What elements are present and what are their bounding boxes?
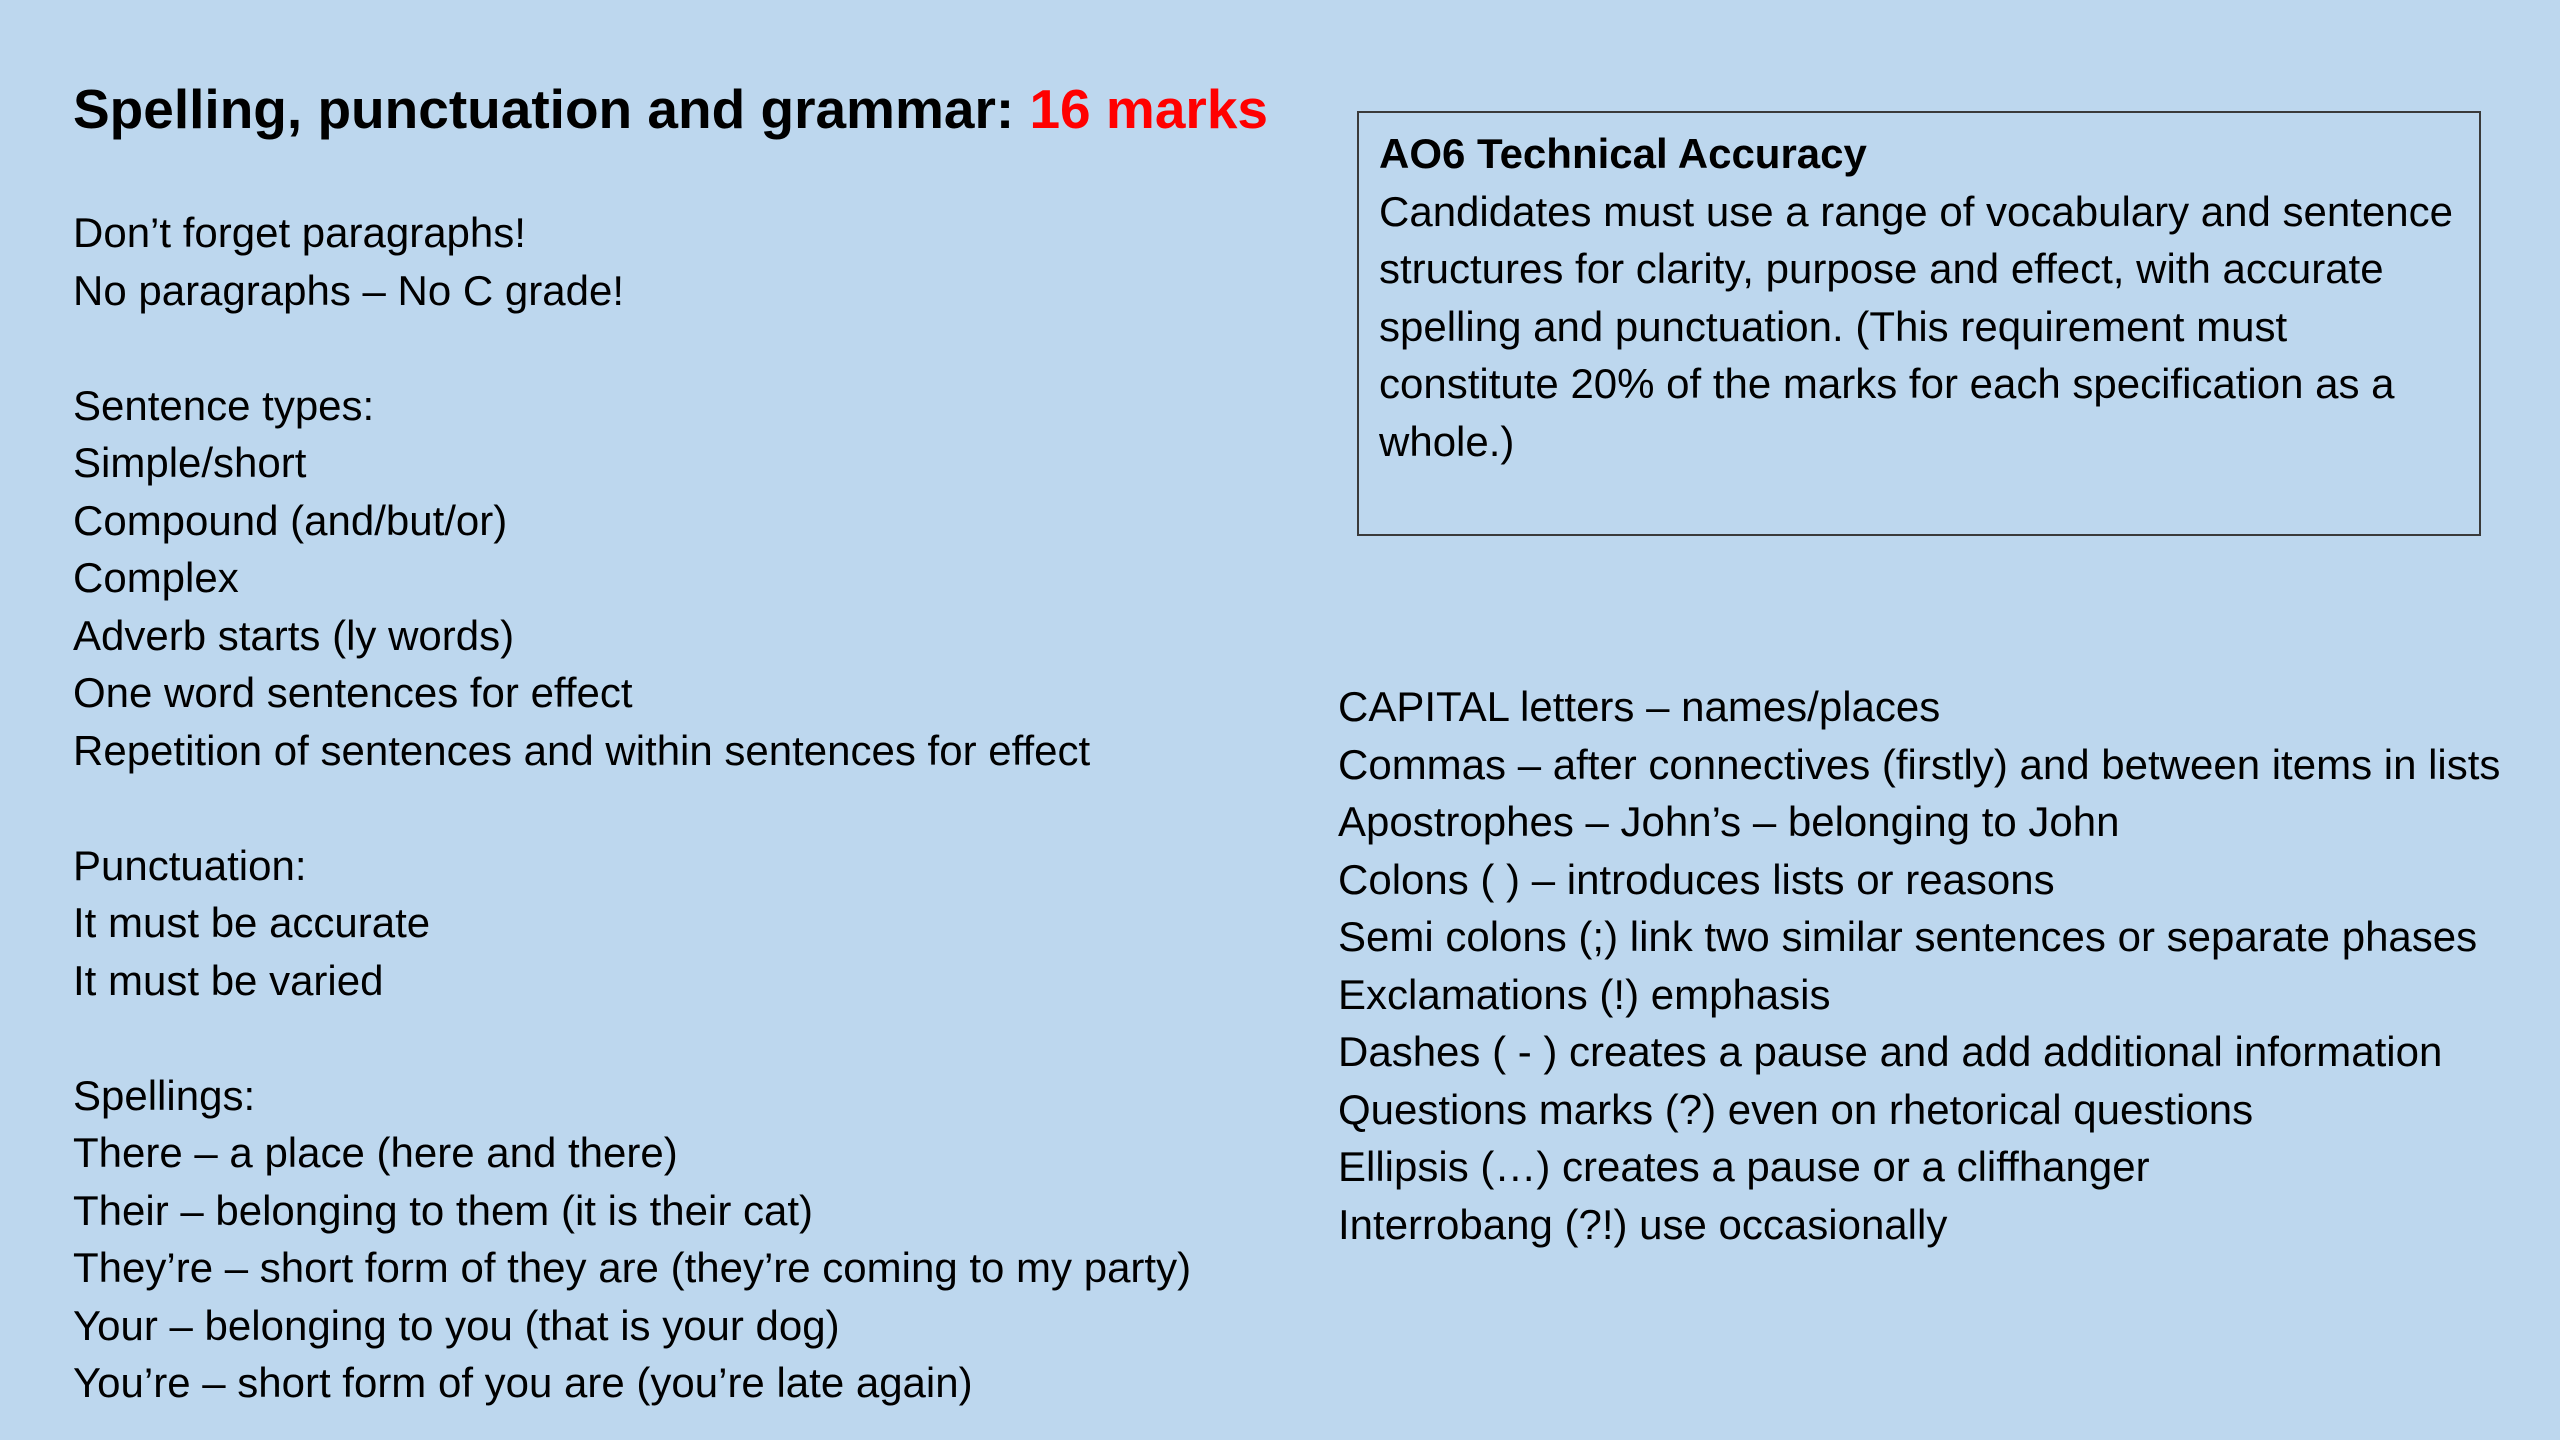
left-column <box>73 204 1313 1412</box>
punctuation-mark-item: Questions marks (?) even on rhetorical questions <box>1338 1085 2254 1133</box>
punctuation-mark-item: Dashes ( - ) creates a pause and add additional information <box>1338 1028 2443 1075</box>
spacer <box>73 1009 1313 1067</box>
punctuation-mark-item: Colons ( ) – introduces lists or reasons <box>1338 855 2055 903</box>
sentence-type-item: Adverb starts (ly words) <box>73 611 515 659</box>
spacer <box>73 319 1313 377</box>
punctuation-item: It must be accurate <box>73 899 431 946</box>
sentence-type-item: One word sentences for effect <box>73 669 633 716</box>
punctuation-marks-list <box>1338 678 2513 1253</box>
spelling-item: Your – belonging to you (that is your dog) <box>73 1301 840 1349</box>
spelling-item: You’re – short form of you are (you’re late again) <box>73 1359 973 1406</box>
punctuation-mark-item: CAPITAL letters – names/places <box>1338 683 1941 730</box>
punctuation-mark-item: Exclamations (!) emphasis <box>1338 970 1831 1018</box>
spelling-item: There – a place (here and there) <box>73 1129 678 1176</box>
ao6-heading: AO6 Technical Accuracy <box>1379 130 1867 177</box>
sentence-type-item: Simple/short <box>73 439 307 486</box>
slide-title <box>73 74 1268 144</box>
spelling-item: They’re – short form of they are (they’re coming to my party) <box>73 1244 1192 1291</box>
punctuation-item: It must be varied <box>73 956 384 1004</box>
sentence-type-item: Repetition of sentences and within sentences for effect <box>73 726 1091 774</box>
sentence-type-item: Complex <box>73 554 239 601</box>
slide-title-marks: 16 marks <box>1029 78 1268 140</box>
paragraphs-reminder: Don’t forget paragraphs! <box>73 209 526 256</box>
ao6-description: Candidates must use a range of vocabulary and sentence structures for clarity, purpose and effect, with accurate spelling and punctuation. (This requirement must constitute 20% of the marks for each specification as a whole.) <box>1379 187 2454 465</box>
ao6-box <box>1357 111 2481 536</box>
punctuation-mark-item: Commas – after connectives (firstly) and between items in lists <box>1338 740 2501 788</box>
slide-title-text: Spelling, punctuation and grammar: <box>73 78 1030 140</box>
paragraphs-warning: No paragraphs – No C grade! <box>73 266 624 314</box>
punctuation-mark-item: Interrobang (?!) use occasionally <box>1338 1200 1948 1248</box>
sentence-types-heading: Sentence types: <box>73 381 375 429</box>
spelling-item: Their – belonging to them (it is their cat) <box>73 1186 814 1234</box>
spacer <box>73 779 1313 837</box>
punctuation-mark-item: Semi colons (;) link two similar sentences or separate phases <box>1338 913 2478 960</box>
punctuation-heading: Punctuation: <box>73 841 307 889</box>
punctuation-mark-item: Ellipsis (…) creates a pause or a cliffhanger <box>1338 1143 2150 1190</box>
spellings-heading: Spellings: <box>73 1071 256 1119</box>
punctuation-mark-item: Apostrophes – John’s – belonging to John <box>1338 798 2120 845</box>
sentence-type-item: Compound (and/but/or) <box>73 496 508 544</box>
